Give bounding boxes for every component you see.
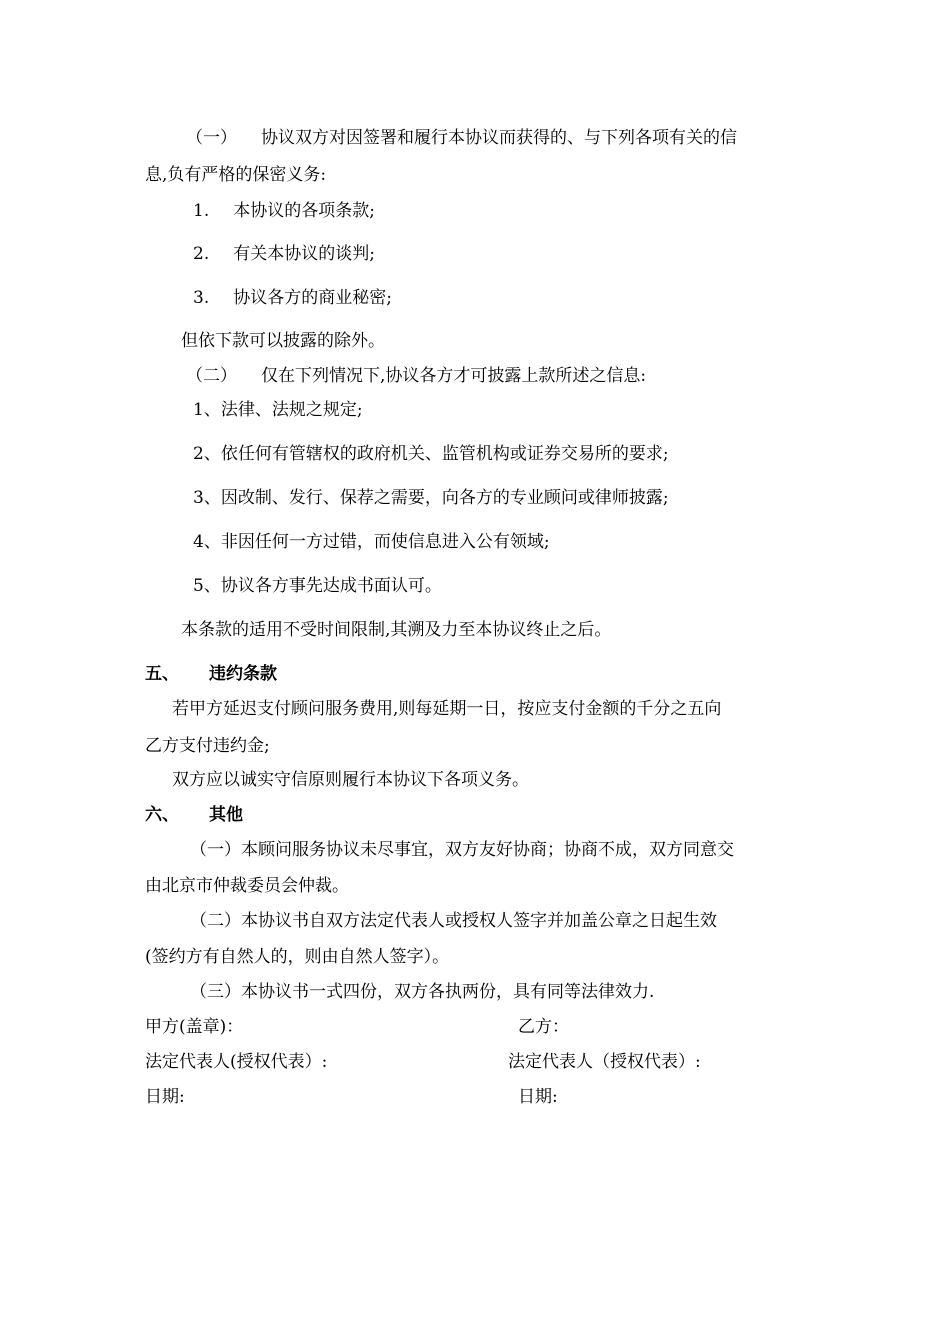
- penalty-line-2: 乙方支付违约金;: [145, 736, 270, 756]
- other-clause-2-line-1: （二）本协议书自双方法定代表人或授权人签字并加盖公章之日起生效: [190, 911, 717, 931]
- clause-text: 仅在下列情况下,协议各方才可披露上款所述之信息:: [261, 366, 647, 386]
- party-a-seal: 甲方(盖章)：: [145, 1017, 244, 1037]
- party-b-date: 日期:: [518, 1087, 558, 1107]
- clause-2-line: [186, 365, 646, 387]
- clause-1-line-1: [186, 127, 737, 149]
- good-faith-text: 双方应以诚实守信原则履行本协议下各项义务。: [172, 770, 529, 790]
- closing-text: 本条款的适用不受时间限制,其溯及力至本协议终止之后。: [181, 620, 612, 640]
- other-clause-3: （三）本协议书一式四份，双方各执两份，具有同等法律效力.: [190, 982, 655, 1002]
- other-clause-2-line-2: (签约方有自然人的，则由自然人签字）。: [145, 947, 450, 967]
- list-item: 4、非因任何一方过错，而使信息进入公有领域;: [193, 532, 550, 552]
- section-heading: [145, 663, 277, 685]
- list-item: 2、依任何有管辖权的政府机关、监管机构或证券交易所的要求;: [193, 444, 669, 464]
- party-b: 乙方：: [518, 1017, 569, 1037]
- clause-text: 协议双方对因签署和履行本协议而获得的、与下列各项有关的信: [261, 128, 737, 148]
- clause-number: （一）: [186, 128, 237, 148]
- party-a-representative: 法定代表人(授权代表）:: [145, 1052, 328, 1072]
- penalty-line-1: 若甲方延迟支付顾问服务费用,则每延期一日，按应支付金额的千分之五向: [172, 699, 722, 719]
- list-item: 5、协议各方事先达成书面认可。: [193, 576, 442, 596]
- section-title: 其他: [209, 805, 243, 825]
- list-item: 1. 本协议的各项条款;: [193, 201, 375, 221]
- section-number: 六、: [145, 805, 179, 825]
- exception-text: 但依下款可以披露的除外。: [181, 331, 385, 351]
- section-number: 五、: [145, 664, 179, 684]
- list-item: 2. 有关本协议的谈判;: [193, 244, 375, 264]
- section-title: 违约条款: [209, 664, 277, 684]
- party-b-representative: 法定代表人（授权代表）:: [508, 1052, 701, 1072]
- clause-number: （二）: [186, 366, 237, 386]
- other-clause-1-line-2: 由北京市仲裁委员会仲裁。: [145, 876, 349, 896]
- clause-1-line-2: 息,负有严格的保密义务:: [145, 165, 327, 185]
- section-heading: [145, 804, 243, 826]
- list-item: 1、法律、法规之规定;: [193, 400, 363, 420]
- list-item: 3. 协议各方的商业秘密;: [193, 288, 392, 308]
- party-a-date: 日期:: [145, 1087, 185, 1107]
- list-item: 3、因改制、发行、保荐之需要，向各方的专业顾问或律师披露;: [193, 488, 669, 508]
- other-clause-1-line-1: （一）本顾问服务协议未尽事宜，双方友好协商；协商不成，双方同意交: [190, 840, 734, 860]
